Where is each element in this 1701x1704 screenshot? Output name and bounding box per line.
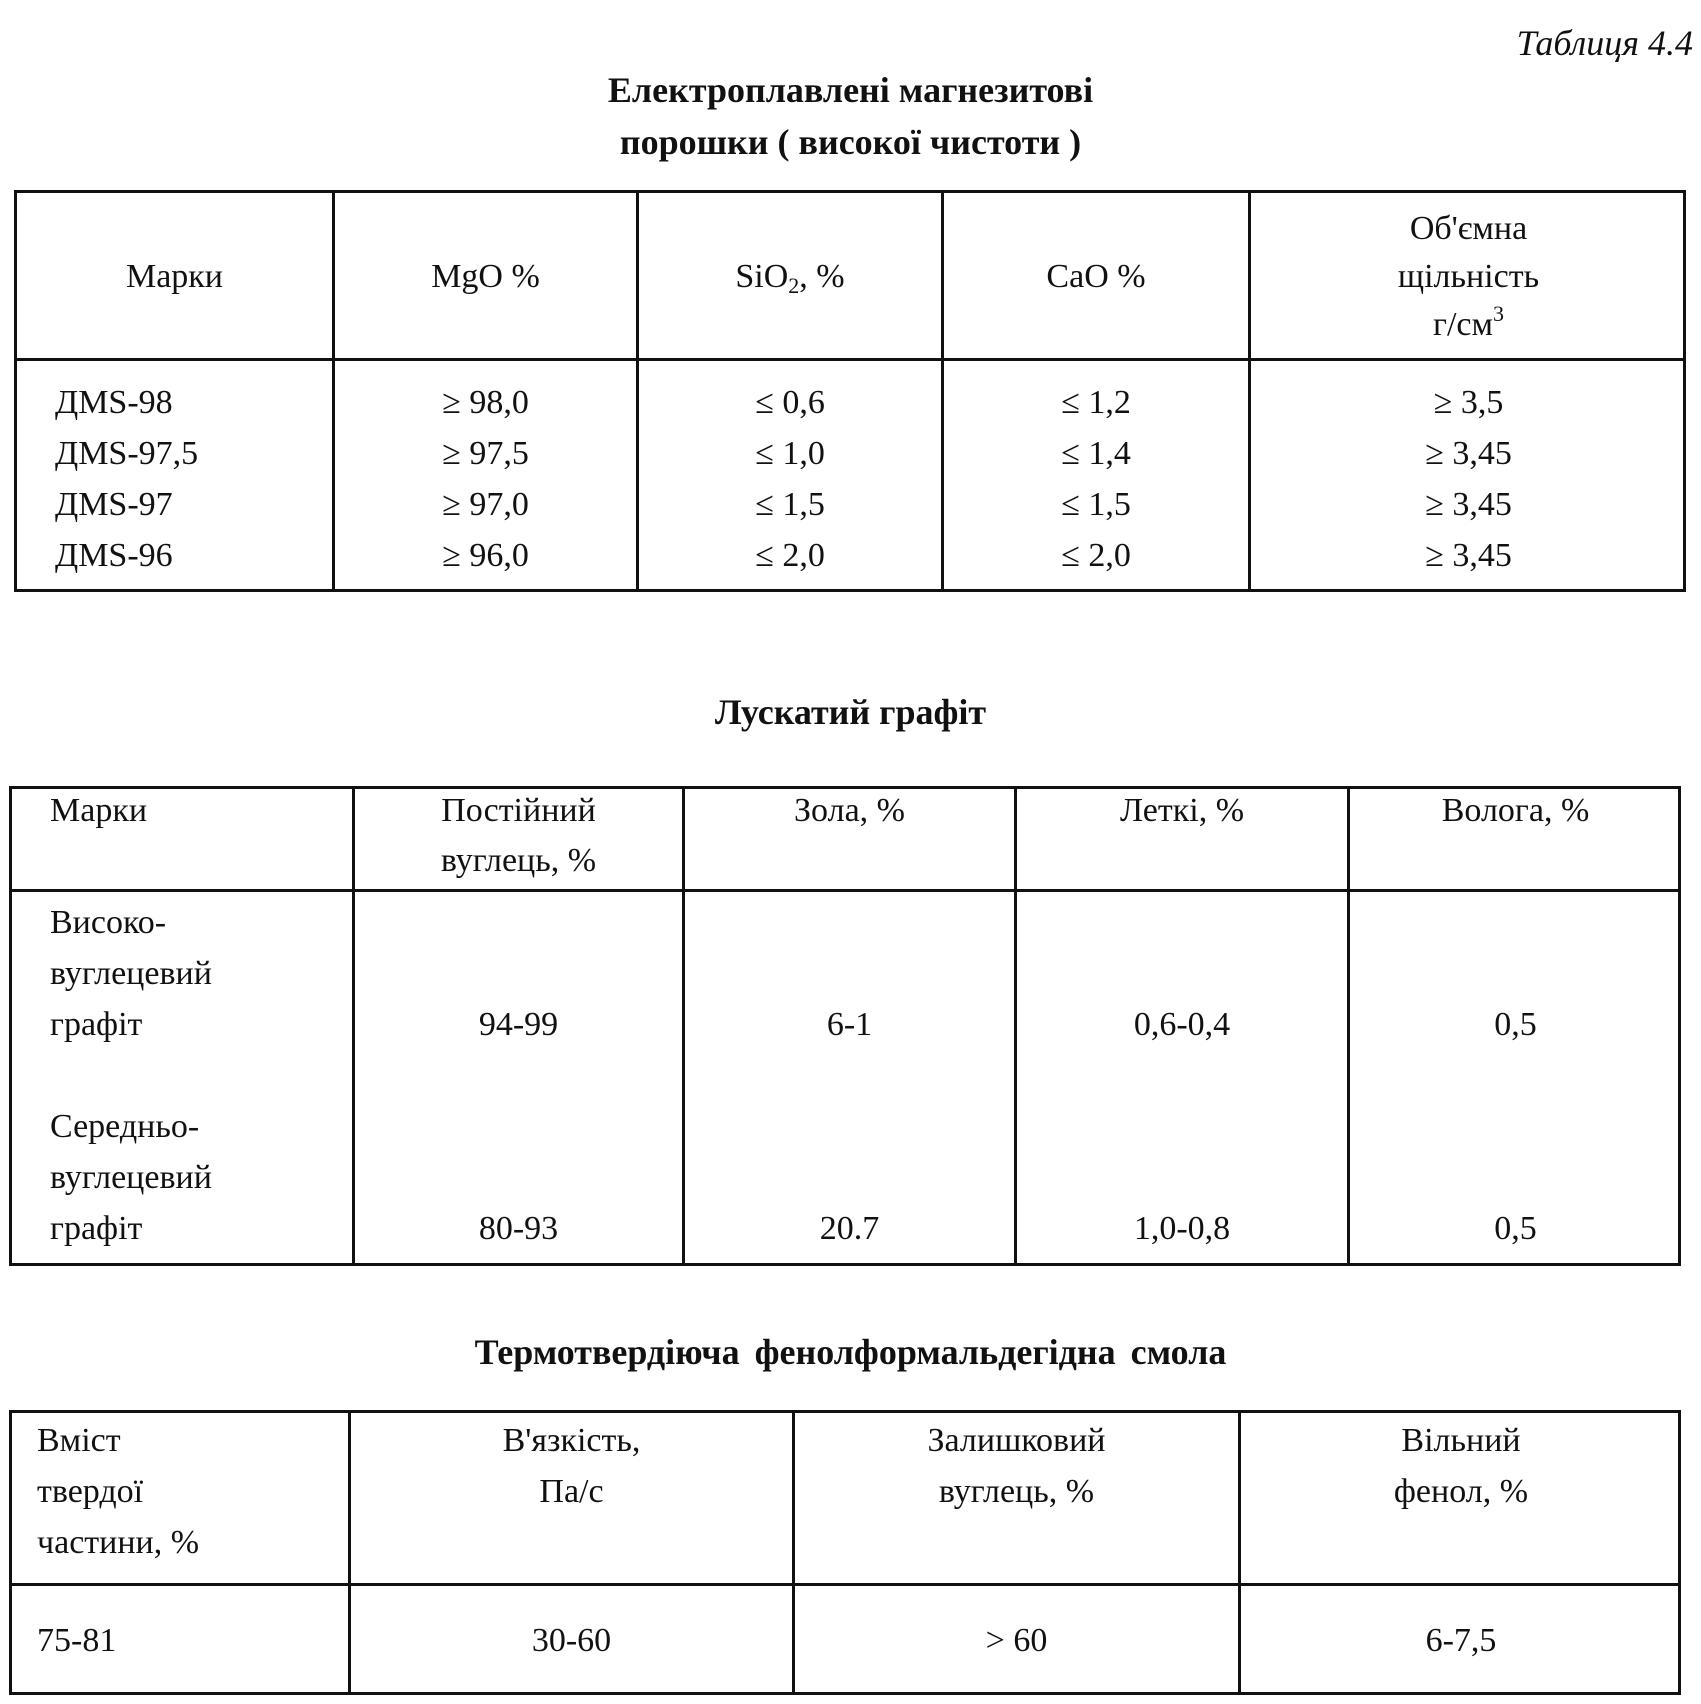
resin-table [9,1410,1681,1695]
resin-header-residual-line2: вуглець, % [938,1473,1095,1510]
magnesite-powders-table [14,190,1686,592]
graphite-row2-brand-line1: Середньо- [50,1108,200,1145]
section2-title: Лускатий графіт [714,692,987,732]
header-density-line1: Об'ємна [1409,210,1528,247]
resin-phenol-value: 6-7,5 [1425,1622,1497,1659]
graphite-header-brand: Марки [50,792,148,829]
graphite-row1-brand-line3: графіт [50,1006,143,1043]
graphite-header-carbon-line1: Постійний [441,792,596,829]
resin-header-phenol-line2: фенол, % [1393,1473,1529,1510]
graphite-header-ash: Зола, % [794,792,905,829]
row4-sio2: ≤ 2,0 [755,537,825,574]
row4-cao: ≤ 2,0 [1061,537,1131,574]
resin-header-viscosity-line1: В'язкість, [502,1422,641,1459]
resin-residual-value: > 60 [985,1622,1048,1659]
graphite-row2-carbon: 80-93 [478,1210,559,1247]
row3-cao: ≤ 1,5 [1061,486,1131,523]
graphite-header-carbon-line2: вуглець, % [440,842,597,879]
section1-title-line2: порошки ( високої чистоти ) [619,122,1082,162]
row1-mgo: ≥ 98,0 [442,384,529,421]
graphite-header-volatile: Леткі, % [1119,792,1245,829]
graphite-row1-ash: 6-1 [826,1006,873,1043]
header-density-line2: щільність [1397,258,1540,295]
header-sio2: SiO$_2$, % [735,258,845,298]
row3-brand: ДMS-97 [55,486,173,523]
table-number-label: Таблиця 4.4 [1516,23,1693,63]
flake-graphite-table [9,786,1681,1266]
resin-header-phenol-line1: Вільний [1401,1422,1521,1459]
graphite-row2-moisture: 0,5 [1494,1210,1537,1247]
graphite-row2-brand-line2: вуглецевий [50,1159,212,1196]
graphite-header-moisture: Волога, % [1441,792,1590,829]
row1-sio2: ≤ 0,6 [755,384,825,421]
header-mgo: MgO % [431,258,540,295]
graphite-row2-brand-line3: графіт [50,1210,143,1247]
row3-sio2: ≤ 1,5 [755,486,825,523]
row3-mgo: ≥ 97,0 [442,486,529,523]
row2-cao: ≤ 1,4 [1061,435,1131,472]
graphite-row1-carbon: 94-99 [478,1006,559,1043]
resin-header-solid-line1: Вміст [37,1422,121,1459]
graphite-row1-volatile: 0,6-0,4 [1133,1006,1231,1043]
row1-brand: ДMS-98 [55,384,173,421]
resin-header-residual-line1: Залишковий [927,1422,1106,1459]
graphite-row1-brand-line2: вуглецевий [50,955,212,992]
header-brand: Марки [125,258,224,295]
resin-header-solid-line2: твердої [37,1473,144,1510]
graphite-row2-volatile: 1,0-0,8 [1133,1210,1231,1247]
row1-cao: ≤ 1,2 [1061,384,1131,421]
graphite-row2-ash: 20.7 [819,1210,880,1247]
row2-density: ≥ 3,45 [1425,435,1512,472]
resin-solid-value: 75-81 [37,1622,117,1659]
row4-density: ≥ 3,45 [1425,537,1512,574]
section1-title-line1: Електроплавлені магнезитові [607,70,1094,110]
resin-viscosity-value: 30-60 [531,1622,612,1659]
resin-header-solid-line3: частини, % [37,1524,200,1561]
row3-density: ≥ 3,45 [1425,486,1512,523]
header-cao: CaO % [1046,258,1146,295]
header-density-unit: $г/см^3$ [1433,301,1504,343]
row4-mgo: ≥ 96,0 [442,537,529,574]
resin-header-viscosity-line2: Па/с [539,1473,604,1510]
row2-sio2: ≤ 1,0 [755,435,825,472]
row2-mgo: ≥ 97,5 [442,435,529,472]
row2-brand: ДMS-97,5 [55,435,199,472]
section3-title: Термотвердіюча фенолформальдегідна смола [474,1332,1227,1372]
row1-density: ≥ 3,5 [1433,384,1504,421]
graphite-row1-brand-line1: Високо- [50,904,167,941]
graphite-row1-moisture: 0,5 [1494,1006,1537,1043]
row4-brand: ДMS-96 [55,537,173,574]
